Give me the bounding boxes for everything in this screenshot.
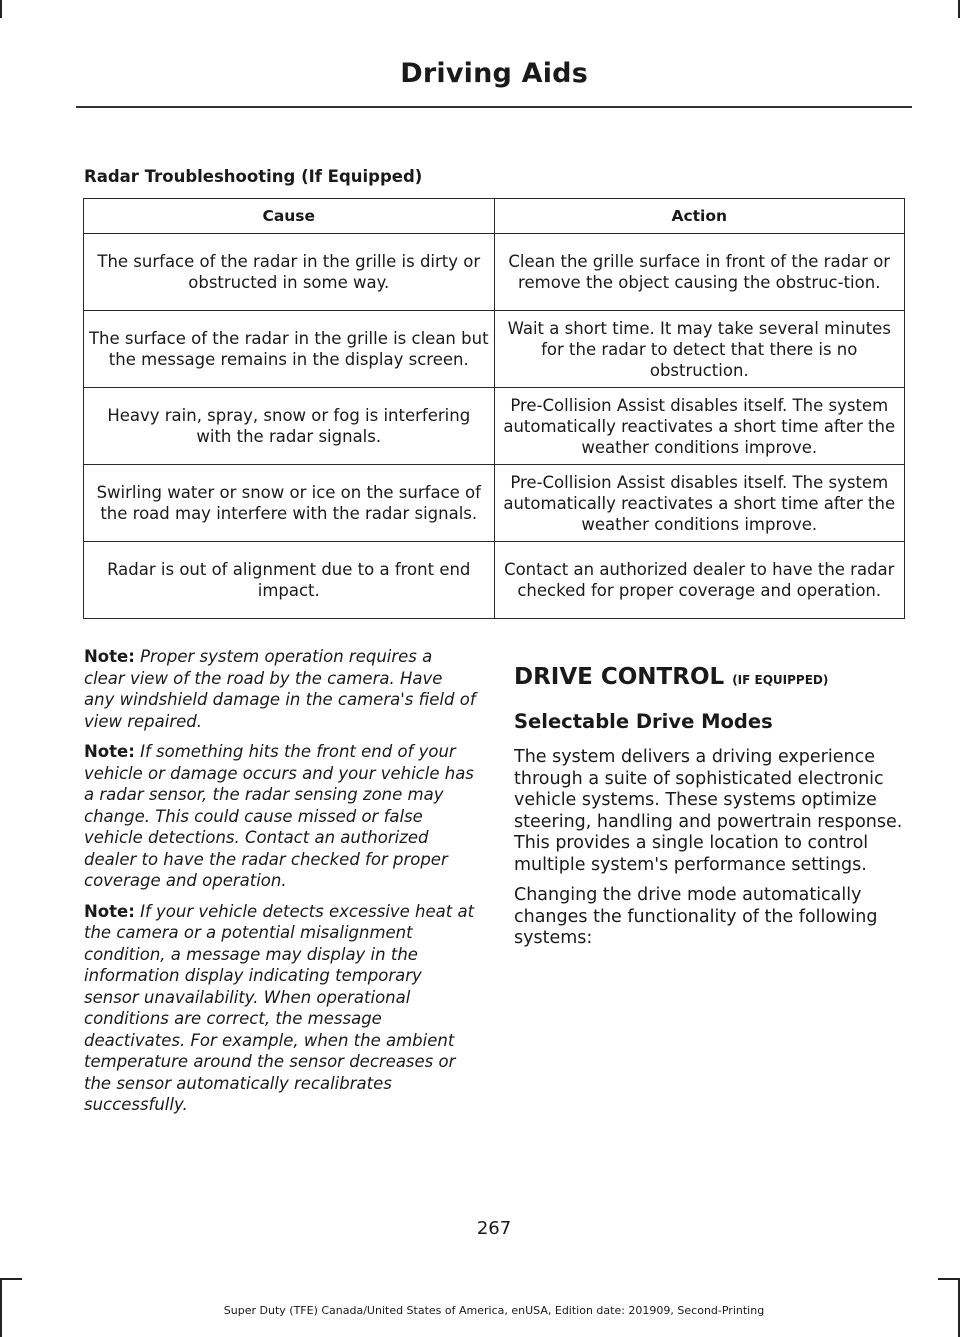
crop-mark [0, 0, 2, 18]
action-cell: Wait a short time. It may take several minutes for the radar to detect that there is no obstruction. [494, 311, 905, 388]
table-heading: Radar Troubleshooting (If Equipped) [84, 167, 423, 186]
note-paragraph [84, 741, 476, 892]
note-label: Note: [84, 901, 135, 921]
notes-column [84, 646, 476, 1125]
body-paragraph: The system delivers a driving experience through a suite of sophisticated electronic vehicle systems. These systems optimize steering, handling and powertrain response. This provides a single location to control multiple system's performance settings. [514, 747, 903, 875]
header-divider [76, 106, 912, 108]
crop-mark [938, 1278, 960, 1280]
table-row [84, 234, 905, 311]
action-cell: Pre-Collision Assist disables itself. The system automatically reactivates a short time after the weather conditions improve. [494, 388, 905, 465]
column-header-cause: Cause [84, 199, 495, 234]
note-paragraph [84, 901, 476, 1116]
section-title [514, 664, 906, 690]
action-cell: Pre-Collision Assist disables itself. The system automatically reactivates a short time after the weather conditions improve. [494, 465, 905, 542]
page-title: Driving Aids [400, 58, 588, 89]
table-row [84, 388, 905, 465]
table-row [84, 465, 905, 542]
radar-troubleshooting-table [83, 198, 905, 619]
section-title-text: DRIVE CONTROL [514, 664, 725, 690]
action-cell: Contact an authorized dealer to have the radar checked for proper coverage and operation. [494, 542, 905, 619]
cause-cell: The surface of the radar in the grille is dirty or obstructed in some way. [84, 234, 495, 311]
cause-cell: Heavy rain, spray, snow or fog is interfering with the radar signals. [84, 388, 495, 465]
note-text: If something hits the front end of your vehicle or damage occurs and your vehicle has a radar sensor, the radar sensing zone may change. This could cause missed or false vehicle detections. Contact an authorized dealer to have the radar checked for proper coverage and operation. [84, 742, 474, 890]
section-title-suffix: (IF EQUIPPED) [732, 673, 829, 687]
note-paragraph [84, 646, 476, 732]
subsection-title: Selectable Drive Modes [514, 710, 773, 733]
note-text: Proper system operation requires a clear view of the road by the camera. Have any windshield damage in the camera's field of view repaired. [84, 647, 476, 731]
table-row [84, 542, 905, 619]
cause-cell: The surface of the radar in the grille is clean but the message remains in the display screen. [84, 311, 495, 388]
note-text: If your vehicle detects excessive heat at the camera or a potential misalignment condition, a message may display in the information display indicating temporary sensor unavailability. When operational conditions are correct, the message deactivates. For example, when the ambient temperature around the sensor decreases or the sensor automatically recalibrates successfully. [84, 901, 475, 1114]
column-header-action: Action [494, 199, 905, 234]
note-label: Note: [84, 742, 135, 761]
body-paragraph: Changing the drive mode automatically changes the functionality of the following systems: [514, 885, 878, 948]
action-cell: Clean the grille surface in front of the radar or remove the object causing the obstruc-tion. [494, 234, 905, 311]
page-number: 267 [476, 1218, 512, 1239]
crop-mark [0, 1278, 22, 1280]
footer-edition-info: Super Duty (TFE) Canada/United States of America, enUSA, Edition date: 201909, Second-Printing [223, 1304, 765, 1317]
table-header-row [84, 199, 905, 234]
note-label: Note: [84, 647, 135, 666]
drive-control-section [514, 664, 906, 959]
cause-cell: Swirling water or snow or ice on the surface of the road may interfere with the radar signals. [84, 465, 495, 542]
cause-cell: Radar is out of alignment due to a front end impact. [84, 542, 495, 619]
table-row [84, 311, 905, 388]
